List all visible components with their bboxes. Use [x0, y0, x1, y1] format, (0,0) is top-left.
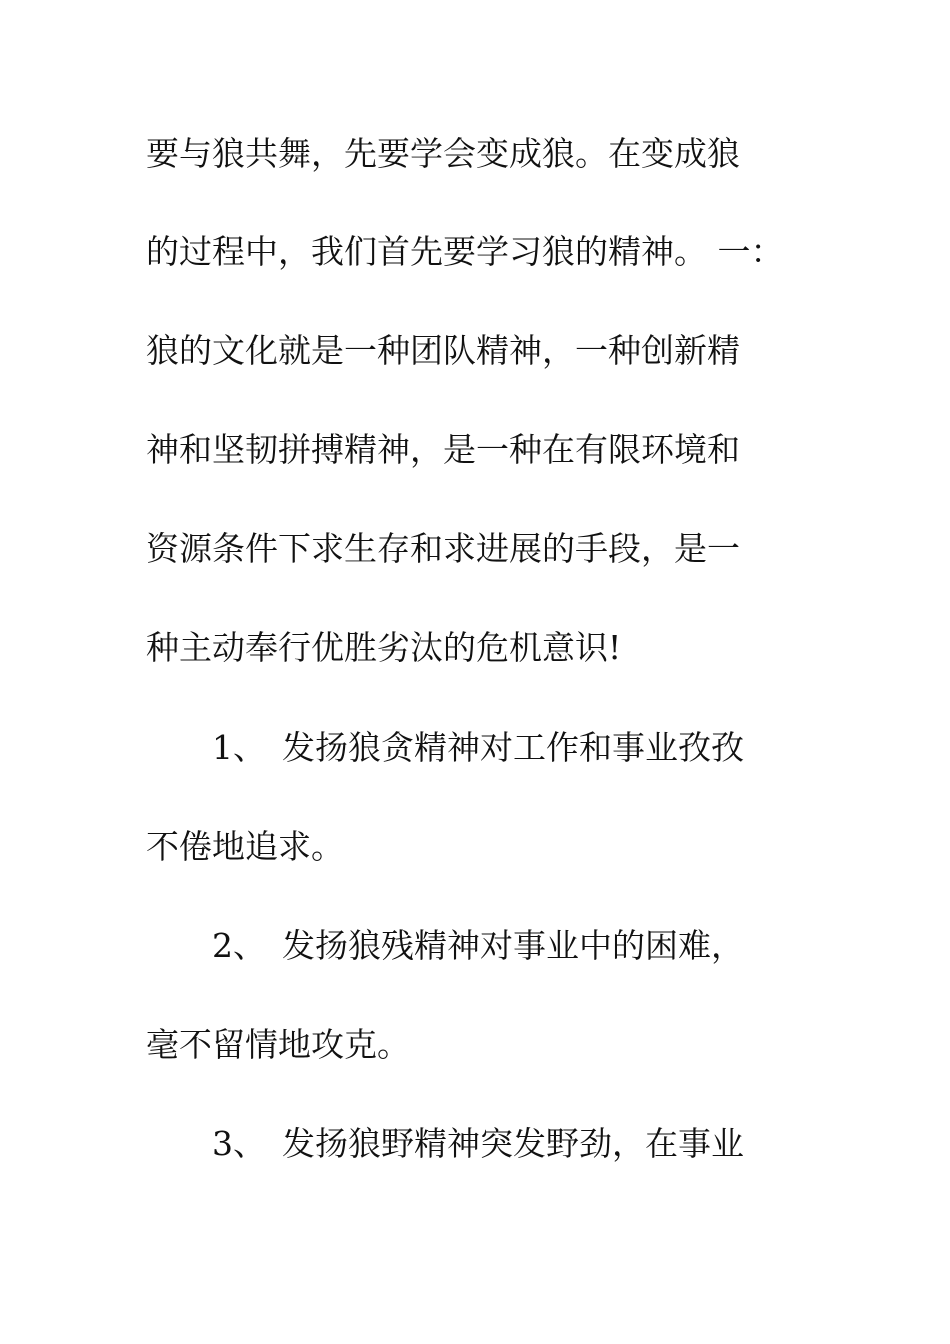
- paragraph-line-6: 种主动奉行优胜劣汰的危机意识!: [146, 628, 622, 667]
- list-item-3: [212, 1114, 912, 1174]
- list-item-number: 2、: [212, 926, 266, 965]
- list-item-number: 1、: [212, 728, 266, 767]
- paragraph-line-1: 要与狼共舞，先要学会变成狼。在变成狼: [146, 134, 740, 173]
- list-item-text: 发扬狼残精神对事业中的困难，: [282, 926, 744, 965]
- list-item-text: 发扬狼贪精神对工作和事业孜孜: [282, 728, 744, 767]
- list-item-text: 发扬狼野精神突发野劲，在事业: [282, 1124, 744, 1163]
- paragraph-line-2: 的过程中，我们首先要学习狼的精神。 一：: [146, 232, 784, 271]
- paragraph-line-4: 神和坚韧拼搏精神，是一种在有限环境和: [146, 430, 740, 469]
- list-item-1-continuation: 不倦地追求。: [146, 827, 344, 866]
- paragraph-line-3: 狼的文化就是一种团队精神，一种创新精: [146, 331, 740, 370]
- list-item-number: 3、: [212, 1124, 266, 1163]
- paragraph-line-5: 资源条件下求生存和求进展的手段，是一: [146, 529, 740, 568]
- list-item-1: [212, 718, 912, 778]
- list-item-2-continuation: 毫不留情地攻克。: [146, 1025, 410, 1064]
- list-item-2: [212, 916, 912, 976]
